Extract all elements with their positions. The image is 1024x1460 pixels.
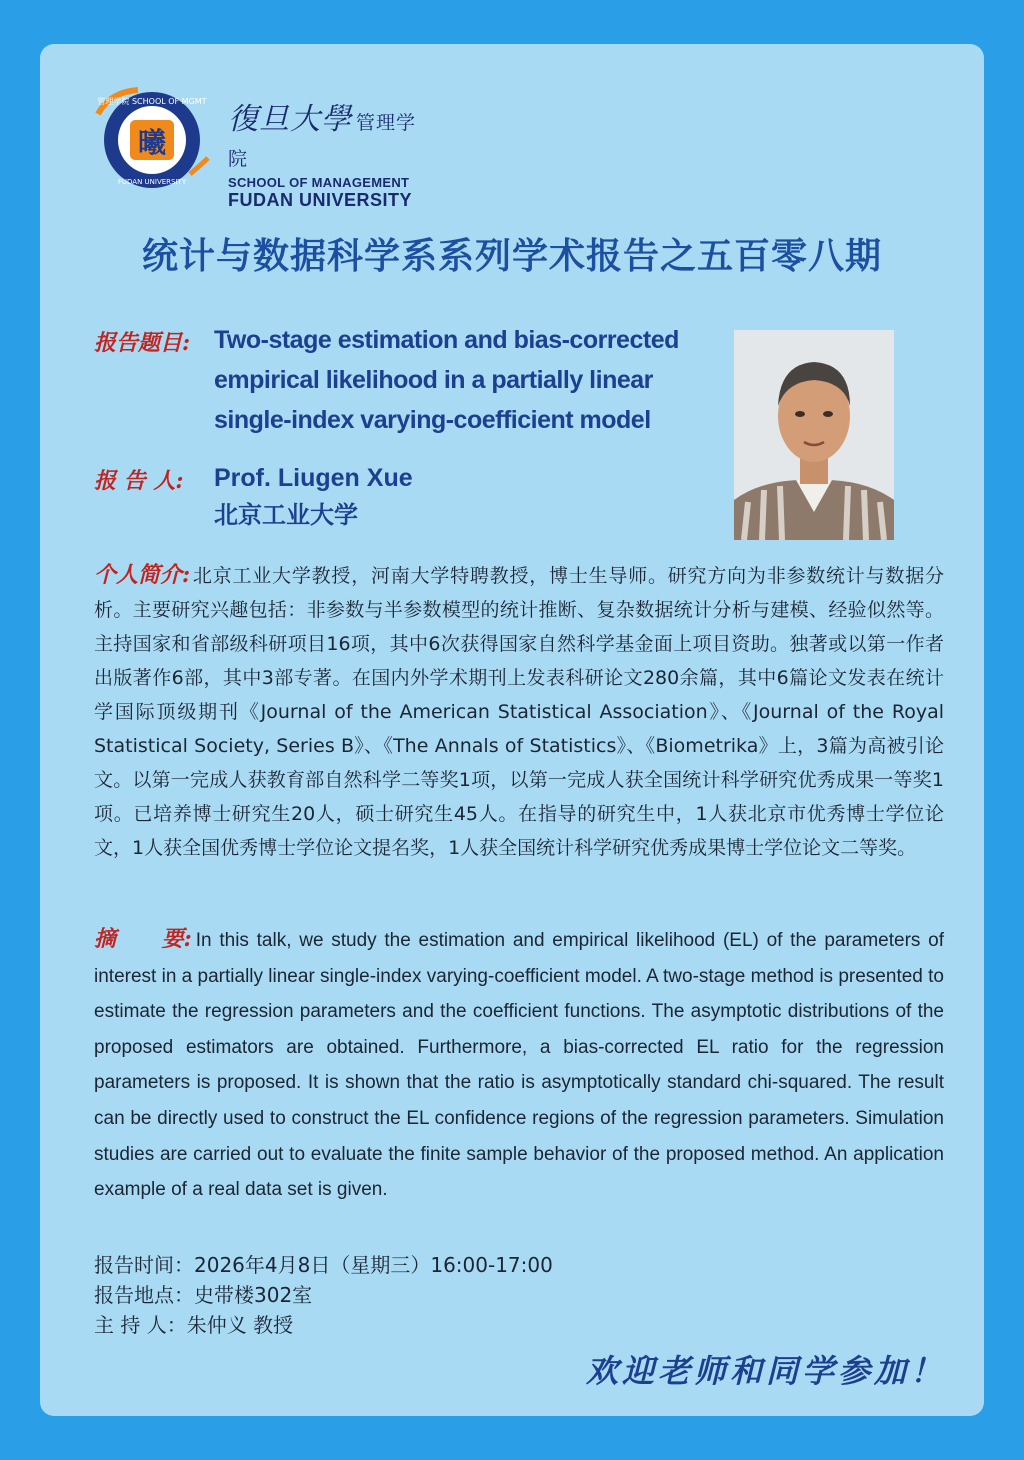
seal-ring-bottom: FUDAN UNIVERSITY xyxy=(117,178,187,186)
bio-label: 个人简介: xyxy=(94,562,191,588)
speaker-photo xyxy=(734,330,894,540)
talk-title-line: Two-stage estimation and bias-corrected xyxy=(214,326,679,354)
bio-text: 北京工业大学教授，河南大学特聘教授，博士生导师。研究方向为非参数统计与数据分析。主要研究兴趣包括：非参数与半参数模型的统计推断、复杂数据统计分析与建模、经验似然等。主持国家和省部级科研项目16项，其中6次获得国家自然科学基金面上项目资助。独著或以第一作者出版著作6部，其中3部专著。在国内外学术期刊上发表科研论文280余篇，其中6篇论文发表在统计学国际顶级期刊《Journal of the American Statistical Association》、《Journal of the Royal Statistical Society, Series B》、《The Annals of Statistics》、《Biometrika》上，3篇为高被引论文。以第一完成人获教育部自然科学二等奖1项，以第一完成人获全国统计科学研究优秀成果一等奖1项。已培养博士研究生20人，硕士研究生45人。在指导的研究生中，1人获北京市优秀博士学位论文，1人获全国优秀博士学位论文提名奖，1人获全国统计科学研究优秀成果博士学位论文二等奖。 xyxy=(94,565,944,859)
abstract xyxy=(94,922,944,1208)
speaker-name: Prof. Liugen Xue xyxy=(214,464,413,492)
talk-title-line: empirical likelihood in a partially linear xyxy=(214,366,653,394)
school-cn: 管理学院 xyxy=(228,112,417,170)
school-seal-icon xyxy=(90,84,212,194)
fudan-som-logo xyxy=(90,84,420,210)
seal-center-glyph: 曦 xyxy=(137,126,167,159)
poster-card xyxy=(40,44,984,1416)
abstract-text: In this talk, we study the estimation and empirical likelihood (EL) of the parameters of interest in a partially linear single-index varying-coefficient model. A two-stage method is presented to estimate the regression parameters and the coefficient functions. The asymptotic distributions of the proposed estimators are obtained. Furthermore, a bias-corrected EL ratio for the regression parameters is proposed. It is shown that the ratio is asymptotically standard chi-squared. The result can be directly used to construct the EL confidence regions of the regression parameters. Simulation studies are carried out to evaluate the finite sample behavior of the proposed method. An application example of a real data set is given. xyxy=(94,930,944,1201)
abstract-label: 摘 要: xyxy=(94,926,192,952)
talk-title xyxy=(214,320,714,440)
speaker-affiliation: 北京工业大学 xyxy=(214,501,358,529)
seal-ring-top: 管理学院 SCHOOL OF MGMT xyxy=(97,97,207,106)
event-host: 主 持 人：朱仲义 教授 xyxy=(94,1313,294,1337)
event-info xyxy=(94,1250,553,1340)
title-label: 报告题目: xyxy=(94,330,191,356)
welcome-message: 欢迎老师和同学参加！ xyxy=(585,1352,946,1390)
university-cn: 復旦大學 管理学院 xyxy=(228,102,417,170)
event-place: 报告地点：史带楼302室 xyxy=(94,1283,313,1307)
speaker-portrait-icon xyxy=(734,330,894,540)
school-en: SCHOOL OF MANAGEMENT xyxy=(228,175,410,190)
speaker-bio xyxy=(94,558,944,865)
logo-text xyxy=(228,94,428,211)
main-title: 统计与数据科学系系列学术报告之五百零八期 xyxy=(141,236,882,277)
talk-title-line: single-index varying-coefficient model xyxy=(214,406,651,434)
event-time: 报告时间：2026年4月8日（星期三）16:00-17:00 xyxy=(94,1253,553,1277)
speaker-label: 报 告 人: xyxy=(94,468,184,494)
university-en: FUDAN UNIVERSITY xyxy=(228,190,413,210)
